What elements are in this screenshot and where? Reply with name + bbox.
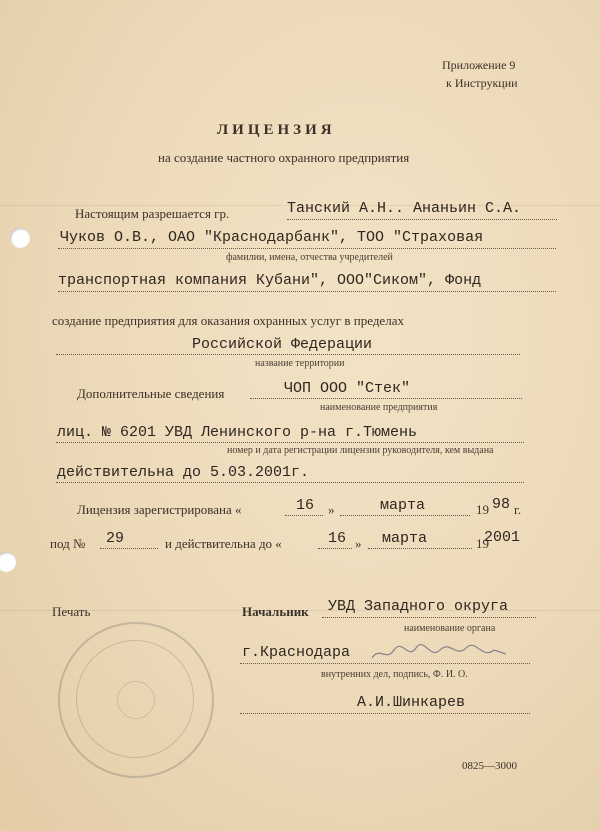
signature-caption: внутренних дел, подпись, Ф. И. О. — [321, 669, 468, 680]
founders-line-3: транспортная компания Кубани", ООО"Сиком", Фонд — [58, 272, 482, 289]
document-title: ЛИЦЕНЗИЯ — [217, 122, 336, 138]
registration-number-label: под № — [50, 536, 86, 551]
valid-year-prefix: 19 — [476, 536, 489, 551]
additional-info-label: Дополнительные сведения — [77, 386, 225, 401]
dotted-line — [322, 617, 536, 618]
territory-caption: название территории — [255, 358, 345, 369]
dotted-line — [318, 548, 352, 549]
handwritten-signature — [370, 642, 510, 664]
registration-year-prefix: 19 — [476, 502, 489, 517]
permit-intro: Настоящим разрешается гр. — [75, 206, 230, 221]
registration-day: 16 — [296, 497, 315, 514]
dotted-line — [368, 548, 472, 549]
registration-quote: » — [328, 502, 335, 517]
dotted-line — [56, 482, 524, 483]
founders-caption: фамилии, имена, отчества учредителей — [226, 252, 393, 263]
valid-month: марта — [382, 530, 428, 547]
punch-hole — [10, 228, 30, 248]
official-seal-stamp — [58, 622, 214, 778]
dotted-line — [56, 354, 520, 355]
license-caption: номер и дата регистрации лицензии руководителя, кем выдана — [227, 445, 494, 456]
founders-line-2: Чуков О.В., ОАО "Краснодарбанк", ТОО "Страховая — [60, 229, 484, 246]
authority-name: УВД Западного округа — [328, 598, 509, 615]
instruction-ref: к Инструкции — [446, 76, 518, 90]
dotted-line — [285, 515, 323, 516]
registration-year: 98 — [492, 496, 511, 513]
enterprise-caption: наименование предприятия — [320, 402, 438, 413]
dotted-line — [240, 663, 530, 664]
founders-line-1: Танский А.Н.. Ананьин С.А. — [287, 200, 522, 217]
dotted-line — [58, 248, 556, 249]
valid-quote: » — [355, 536, 362, 551]
city-name: г.Краснодара — [242, 644, 351, 661]
dotted-line — [340, 515, 470, 516]
punch-hole — [0, 552, 16, 572]
license-validity: действительна до 5.03.2001г. — [57, 464, 310, 481]
dotted-line — [56, 442, 524, 443]
manager-license: лиц. № 6201 УВД Ленинского р-на г.Тюмень — [57, 424, 418, 441]
form-code: 0825—3000 — [462, 760, 517, 772]
chief-label: Начальник — [242, 604, 309, 619]
document-subtitle: на создание частного охранного предприятия — [158, 150, 410, 165]
registration-year-suffix: г. — [514, 502, 522, 517]
permit-purpose: создание предприятия для оказания охранных услуг в пределах — [52, 313, 404, 328]
seal-label: Печать — [52, 604, 91, 619]
registration-number: 29 — [106, 530, 125, 547]
dotted-line — [250, 398, 522, 399]
enterprise-name: ЧОП ООО "Стек" — [284, 380, 411, 397]
authority-caption: наименование органа — [404, 623, 496, 634]
dotted-line — [58, 291, 556, 292]
registration-month: марта — [380, 497, 426, 514]
valid-until-label: и действительна до « — [165, 536, 282, 551]
dotted-line — [240, 713, 530, 714]
dotted-line — [287, 219, 557, 220]
registration-label: Лицензия зарегистрирована « — [77, 502, 242, 517]
valid-day: 16 — [328, 530, 347, 547]
appendix-number: Приложение 9 — [442, 58, 516, 72]
dotted-line — [100, 548, 158, 549]
territory-value: Российской Федерации — [192, 336, 373, 353]
valid-year: 2001 — [484, 529, 521, 546]
signatory-name: А.И.Шинкарев — [357, 694, 466, 711]
